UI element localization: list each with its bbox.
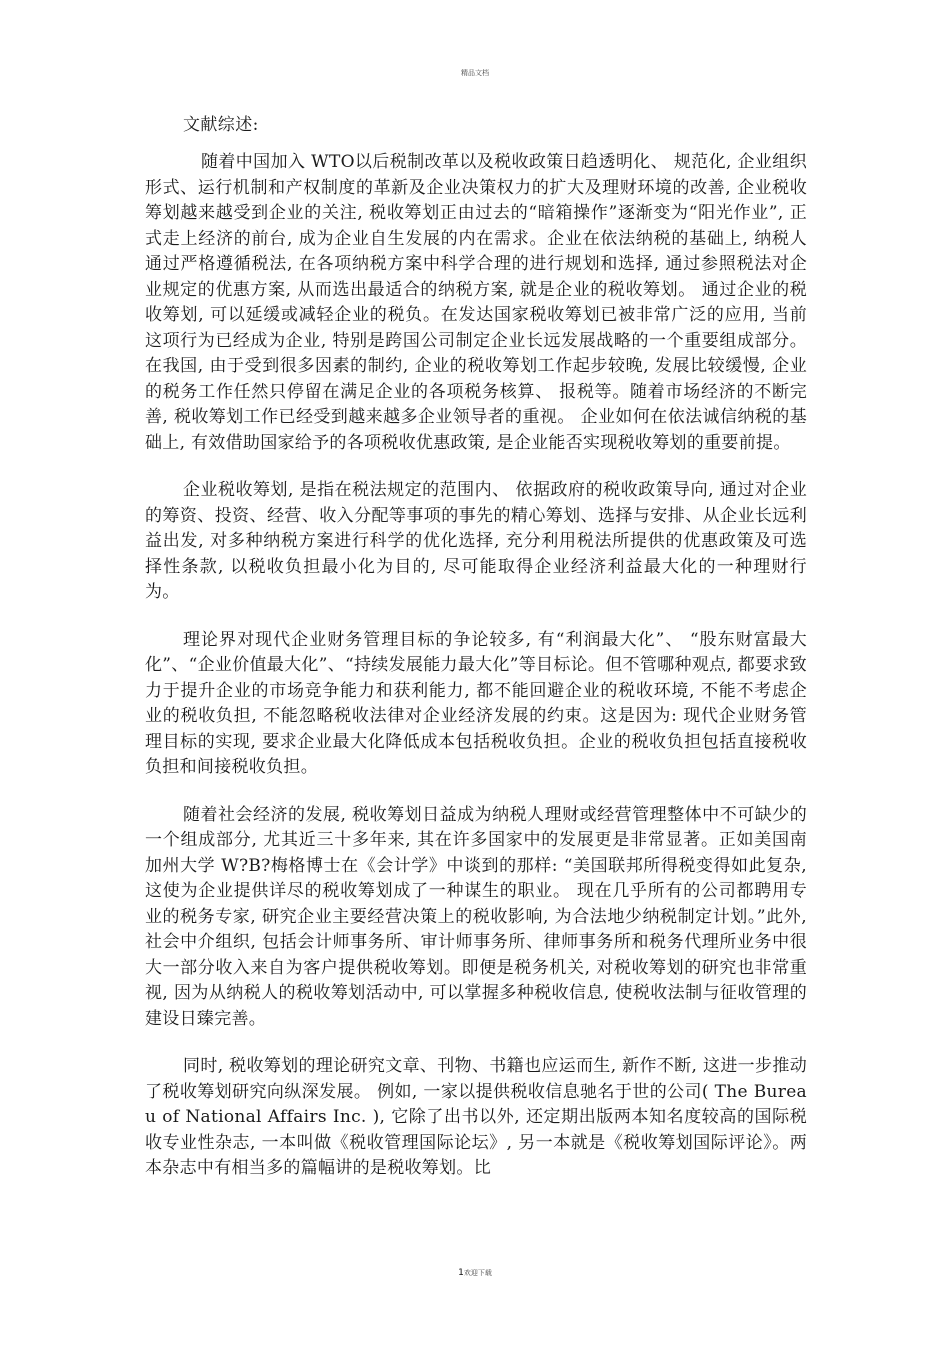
paragraph-4: 随着社会经济的发展, 税收筹划日益成为纳税人理财或经营管理整体中不可缺少的一个组成部分, 尤其近三十多年来, 其在许多国家中的发展更是非常显著。正如美国南加州大学 W?B?梅格博士在《会计学》中谈到的那样: “美国联邦所得税变得如此复杂, 这使为企业提供详尽的税收筹划成了一种谋生的职业。 现在几乎所有的公司都聘用专业的税务专家, 研究企业主要经营决策上的税收影响, 为合法地少纳税制定计划。”此外, 社会中介组织, 包括会计师事务所、审计师事务所、律师事务所和税务代理所业务中很大一部分收入来自为客户提供税收筹划。即便是税务机关, 对税收筹划的研究也非常重视, 因为从纳税人的税收筹划活动中, 可以掌握多种税收信息, 使税收法制与征收管理的建设日臻完善。: [145, 804, 807, 1029]
page-number: 1: [458, 1268, 464, 1278]
paragraph-1: 随着中国加入 WTO以后税制改革以及税收政策日趋透明化、 规范化, 企业组织形式、运行机制和产权制度的革新及企业决策权力的扩大及理财环境的改善, 企业税收筹划越来越受到企业的关注, 税收筹划正由过去的“暗箱操作”逐渐变为“阳光作业”, 正式走上经济的前台, 成为企业自生发展的内在需求。企业在依法纳税的基础上, 纳税人通过严格遵循税法, 在各项纳税方案中科学合理的进行规划和选择, 通过参照税法对企业规定的优惠方案, 从而选出最适合的纳税方案, 就是企业的税收筹划。 通过企业的税收筹划, 可以延缓或减轻企业的税负。在发达国家税收筹划已被非常广泛的应用, 当前这项行为已经成为企业, 特别是跨国公司制定企业长远发展战略的一个重要组成部分。 在我国, 由于受到很多因素的制约, 企业的税收筹划工作起步较晚, 发展比较缓慢, 企业的税务工作任然只停留在满足企业的各项税务核算、 报税等。随着市场经济的不断完善, 税收筹划工作已经受到越来越多企业领导者的重视。 企业如何在依法诚信纳税的基础上, 有效借助国家给予的各项税收优惠政策, 是企业能否实现税收筹划的重要前提。: [145, 152, 807, 453]
paragraph-2: 企业税收筹划, 是指在税法规定的范围内、 依据政府的税收政策导向, 通过对企业的筹资、投资、经营、收入分配等事项的事先的精心筹划、选择与安排、从企业长远利益出发, 对多种纳税方案进行科学的优化选择, 充分利用税法所提供的优惠政策及可选择性条款, 以税收负担最小化为目的, 尽可能取得企业经济利益最大化的一种理财行为。: [145, 480, 807, 602]
paragraph-3: 理论界对现代企业财务管理目标的争论较多, 有“利润最大化”、 “股东财富最大化”、“企业价值最大化”、“持续发展能力最大化”等目标论。但不管哪种观点, 都要求致力于提升企业的市场竞争能力和获利能力, 都不能回避企业的税收环境, 不能不考虑企业的税收负担, 不能忽略税收法律对企业经济发展的约束。这是因为: 现代企业财务管理目标的实现, 要求企业最大化降低成本包括税收负担。企业的税收负担包括直接税收负担和间接税收负担。: [145, 629, 807, 777]
section-heading: 文献综述:: [183, 115, 259, 135]
page-footer: [0, 1268, 950, 1278]
page-header: 精品文档: [461, 69, 489, 77]
paragraph-5: 同时, 税收筹划的理论研究文章、刊物、书籍也应运而生, 新作不断, 这进一步推动了税收筹划研究向纵深发展。 例如, 一家以提供税收信息驰名于世的公司( The Bureau of National Affairs Inc. ), 它除了出书以外, 还定期出版两本知名度较高的国际税收专业性杂志, 一本叫做《税收管理国际论坛》, 另一本就是《税收筹划国际评论》。两本杂志中有相当多的篇幅讲的是税收筹划。比: [145, 1056, 807, 1178]
document-body: [145, 112, 807, 1204]
footer-text: 欢迎下载: [463, 1269, 492, 1277]
